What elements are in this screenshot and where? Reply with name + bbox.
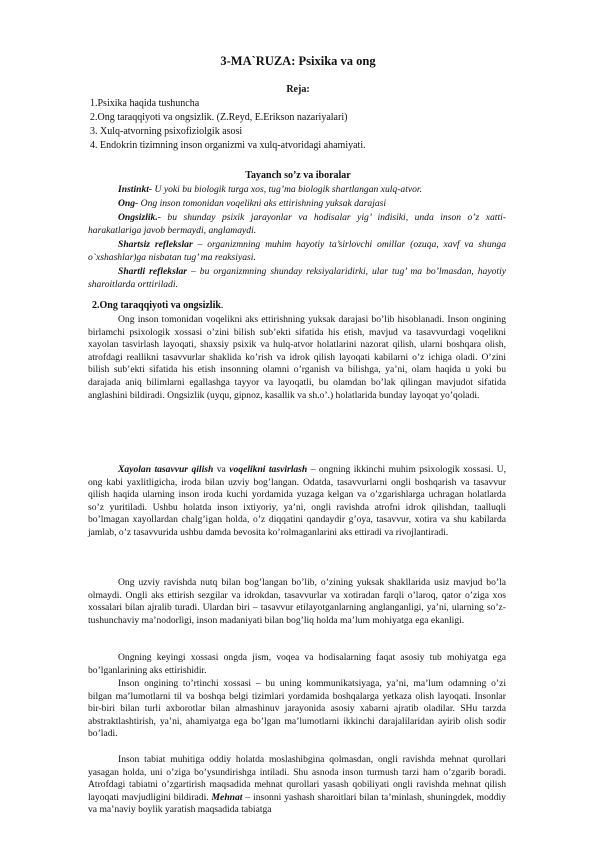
- body-paragraph: Ong inson tomonidan voqelikni aks ettirishning yuksak darajasi bo’lib hisoblanadi. Inson ongining birlamchi psixologik xossasi o’zini bilish sub’ekti sifatida his etish, mavjud va tasavvurdagi voqelikni xayolan tasvirlash layoqati, shaxsiy psixik va hulq-atvor holatlarini nazorat qilish, ularni boshqara olish, atrofdagi reallikni tasavvurlar shaklida ko’rish va idrok qilish layoqati kabilarni o’z ichiga oladi. O’zini bilish sub’ekti sifatida his etish insonning olamni o’rganish va bilishga, ya’ni, olam haqida u yoki bu darajada aniq bilimlarni egallashga tayyor va layoqatli, bu olamdan bo’lak qilingan mavjudot sifatida anglashini bildiradi. Ongsizlik (uyqu, gipnoz, kasallik va sh.o’.) holatlarida bunday layoqat yo’qoladi.: [88, 314, 506, 401]
- term: Ongsizlik.-: [118, 212, 161, 223]
- body-paragraph: Ongning keyingi xossasi ongda jism, voqea va hodisalarning faqat asosiy tub mohiyatga ega bo’lganlarining aks ettirishidir.: [88, 652, 506, 676]
- term: Instinkt-: [118, 184, 153, 195]
- body-paragraph: Ong uzviy ravishda nutq bilan bog’langan bo’lib, o’zining yuksak shakllarida usiz mavjud bo’la olmaydi. Ongli aks ettirish sezgilar va idrokdan, tasavvurlar va xotiradan farqli o’laroq, qator o’ziga xos xossalari bilan ajralib turadi. Ulardan biri – tasavvur etilayotganlarning anglanganligi, ya’ni, ularning so’z-tushunchaviy ma’nodorligi, inson madaniyati bilan bog’liq holda ma’lum mohiyatga ega ekanligi.: [88, 577, 506, 626]
- term: Shartsiz reflekslar: [118, 239, 193, 250]
- term: Ong-: [118, 198, 139, 209]
- term-definition: Shartsiz reflekslar – organizmning muhim hayotiy ta’sirlovchi omillar (ozuqa, xavf va shunga o`xshashlar)ga nisbatan tug’ ma reaksiyasi.: [88, 239, 507, 263]
- body-paragraph: Xayolan tasavvur qilish va voqelikni tasvirlash – ongning ikkinchi muhim psixologik xossasi. U, ong kabi yaxlitligicha, iroda bilan uzviy bog’langan. Odatda, tasavvurlarni ongli boshqarish va tasavvur qilish haqida ularning inson iroda kuchi yordamida yuzaga kelgan va o’zgarishlarga uchragan holatlarda so’z yuritiladi. Ushbu holatda inson ixtiyoriy, ya’ni, ongli ravishda atrofni idrok qilishdan, taalluqli bo’lmagan xayollardan chalg’igan holda, o’z diqqatini qandaydir g’oya, tasavvur, xotira va shu kabilarda jamlab, o’z tasavvurida ushbu damda bevosita ko’rolmaganlarini aks ettiradi va rivojlantiradi.: [88, 464, 506, 538]
- term-definition: Shartli reflekslar – bu organizmning shunday reksiyalaridirki, ular tug’ ma bo’lmasdan, hayotiy sharoitlarda orttiriladi.: [88, 266, 506, 290]
- plan-item: 4. Endokrin tizimning inson organizmi va xulq-atvoridagi ahamiyati.: [90, 140, 366, 151]
- plan-item: 2.Ong taraqqiyoti va ongsizlik. (Z.Reyd, E.Erikson nazariyalari): [90, 112, 348, 123]
- term-definition: Ong- Ong inson tomonidan voqelikni aks ettirishning yuksak darajasi: [118, 198, 387, 209]
- body-paragraph: Inson tabiat muhitiga oddiy holatda moslashibgina qolmasdan, ongli ravishda mehnat qurollari yasagan holda, uni o’ziga bo’ysundirishga intiladi. Shu asnoda inson turmush tarzi ham o’zgarib boradi. Atrofdagi tabiatni o’zgartirish maqsadida mehnat qurollari yasash qobiliyati ongli ravishda mehnat qilish layoqati mavjudligini bildiradi. Mehnat – insonni yashash sharoitlari bilan ta’minlash, shuningdek, moddiy va ma’naviy boylik yaratish maqsadida tabiatga: [88, 754, 506, 816]
- body-paragraph: Inson ongining to’rtinchi xossasi – bu uning kommunikatsiyaga, ya’ni, ma’lum odamning o’zi bilgan ma’lumotlarni til va boshqa belgi tizimlari yordamida boshqalarga yetkaza olish layoqati. Insonlar bir-biri bilan turli axborotlar bilan almashinuv jarayonida asosiy xabarni ajratib oladilar. SHu tarzda abstraktlashtirish, ya’ni, ahamiyatga ega bo’lgan ma’lumotlarni ikkinchi darajalilaridan ayirib olish sodir bo’ladi.: [88, 678, 506, 740]
- section-heading: 2.Ong taraqqiyoti va ongsizlik.: [92, 300, 224, 311]
- terms-heading: Tayanch so’z va iboralar: [245, 170, 351, 181]
- plan-heading: Reja:: [286, 84, 310, 95]
- plan-item: 1.Psixika haqida tushuncha: [90, 98, 200, 109]
- lecture-title: 3-MA`RUZA: Psixika va ong: [220, 54, 376, 68]
- term-definition: Ongsizlik.- bu shunday psixik jarayonlar va hodisalar yig’ indisiki, unda inson o’z xatti-harakatlariga javob bermaydi, anglamaydi.: [88, 212, 506, 236]
- term: Shartli reflekslar: [118, 266, 188, 277]
- plan-item: 3. Xulq-atvorning psixofiziolgik asosi: [90, 126, 243, 137]
- term-definition: Instinkt- U yoki bu biologik turga xos, tug’ma biologik shartlangan xulq-atvor.: [118, 184, 422, 195]
